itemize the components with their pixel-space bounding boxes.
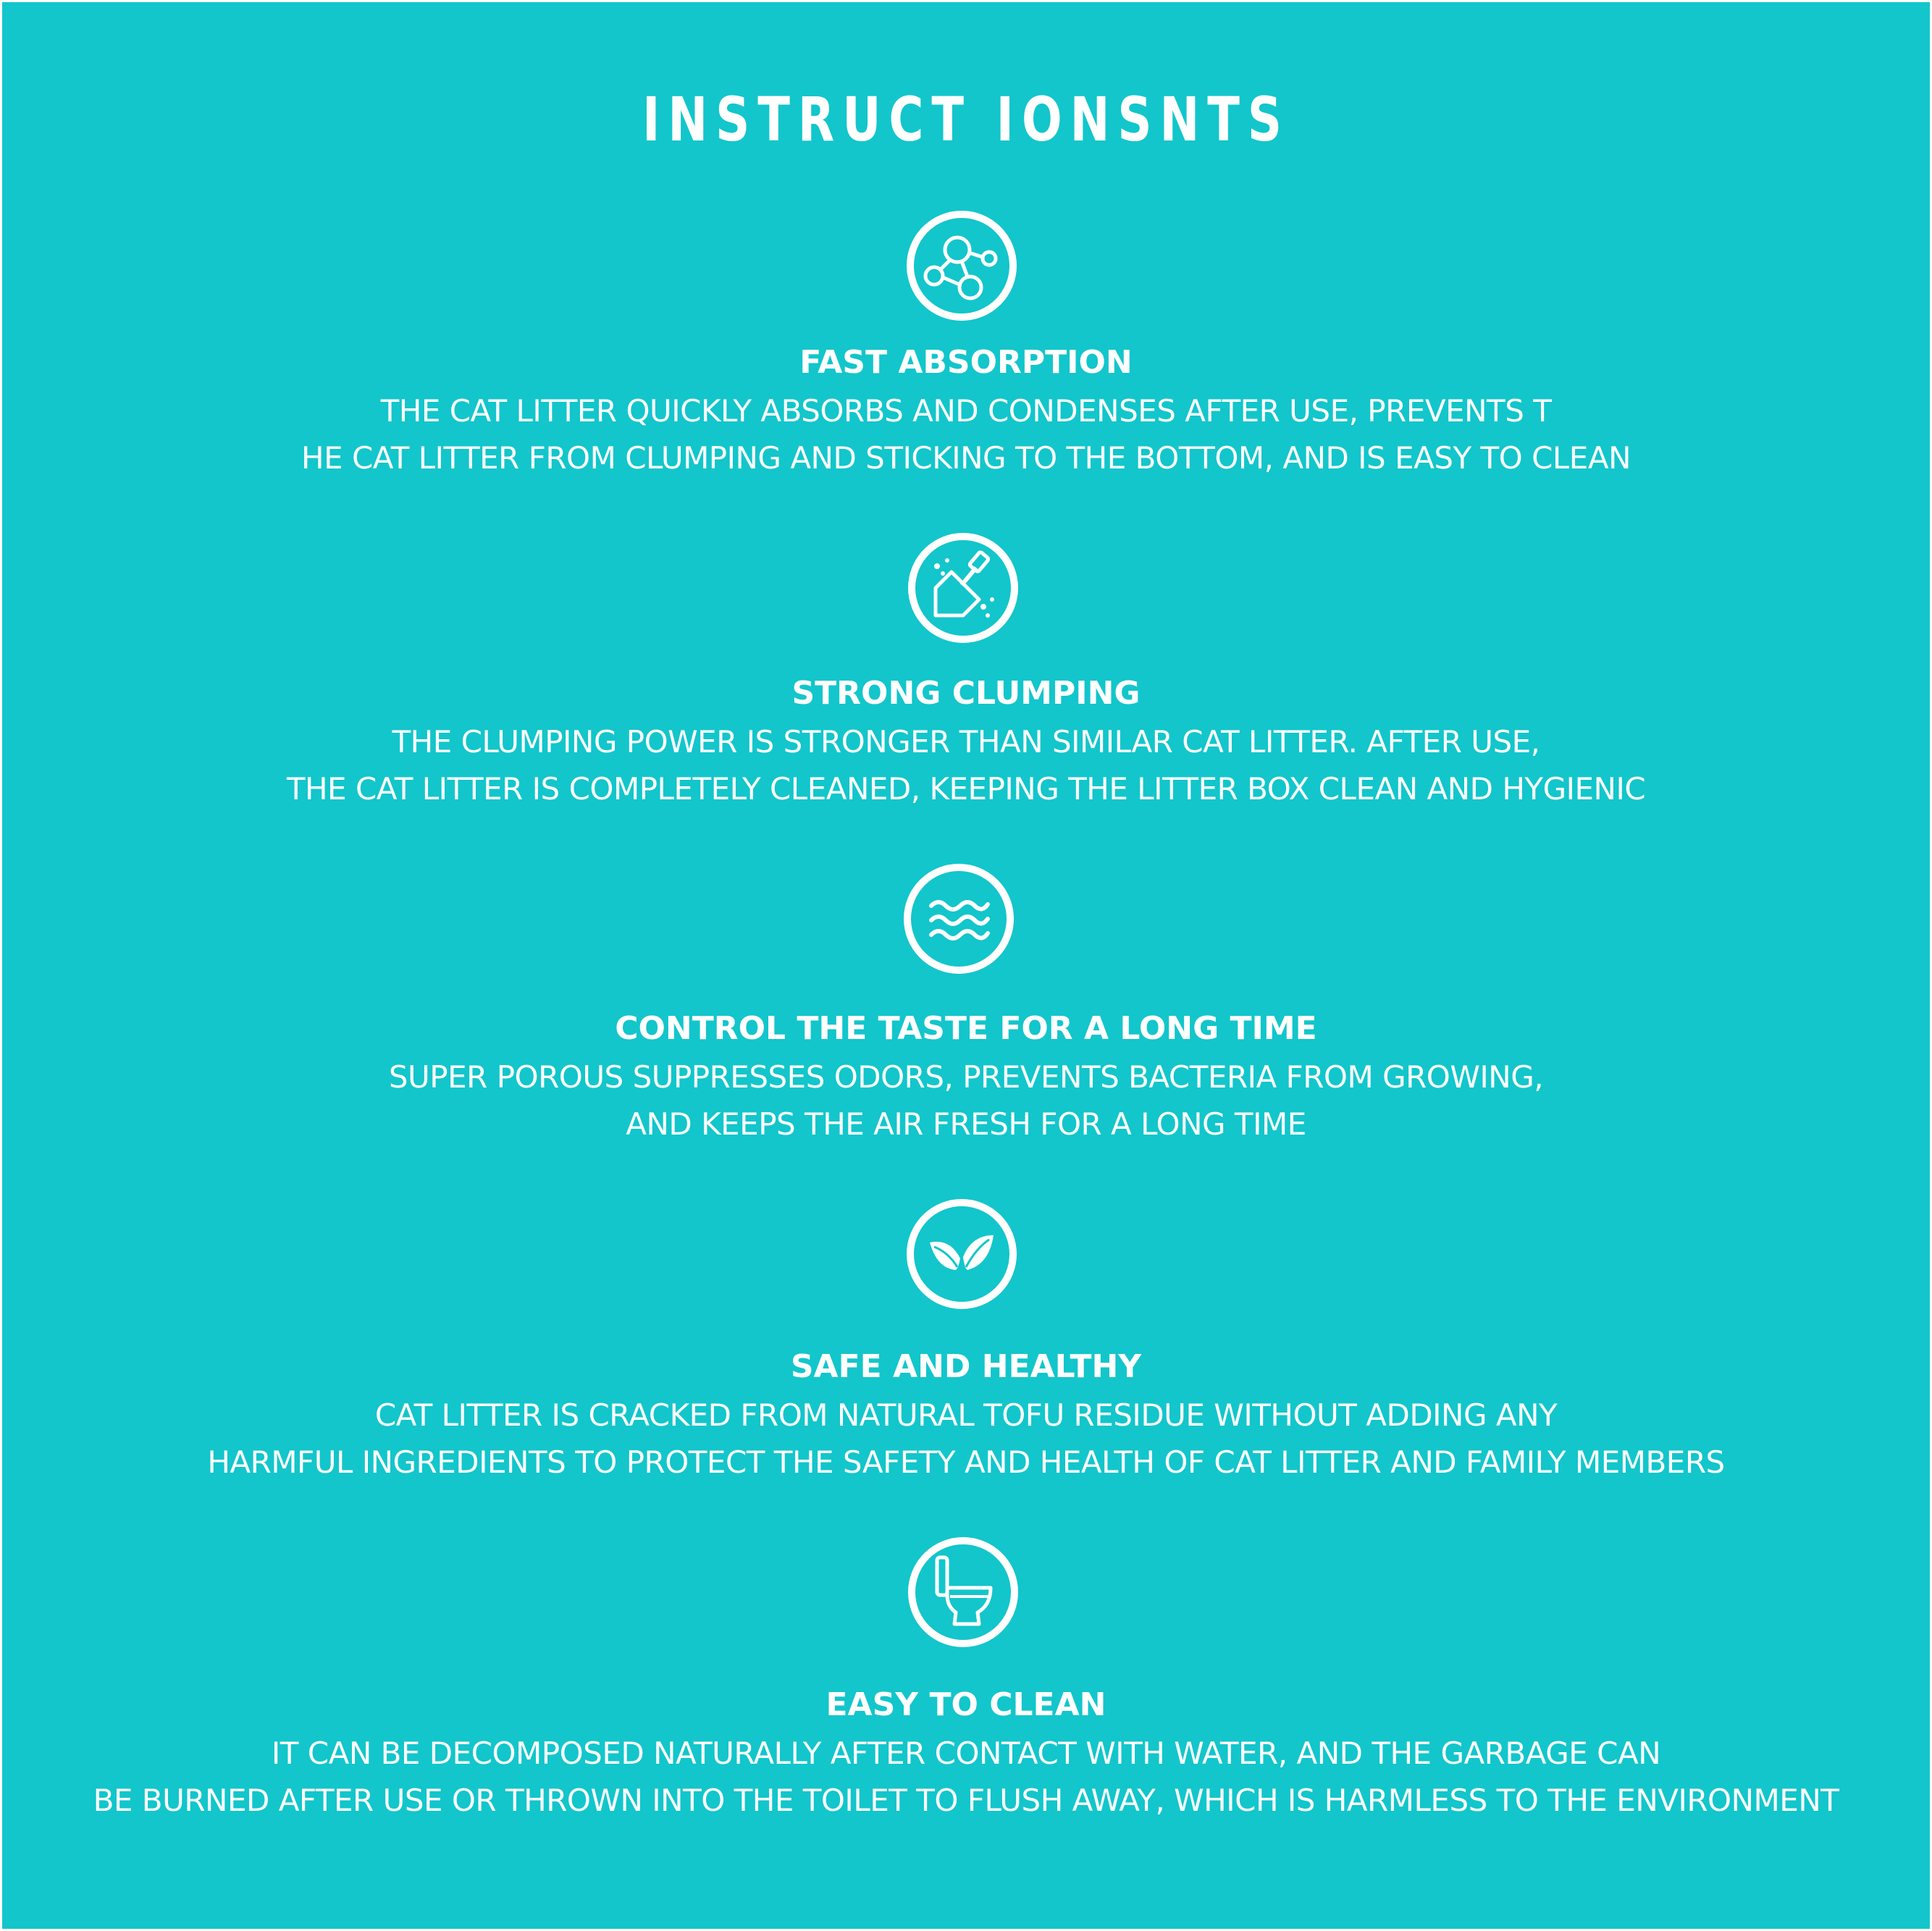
feature-description-line: HARMFUL INGREDIENTS TO PROTECT THE SAFETY AND HEALTH OF CAT LITTER AND FAMILY MEMBERS xyxy=(207,1444,1725,1480)
feature-description-line: AND KEEPS THE AIR FRESH FOR A LONG TIME xyxy=(626,1106,1306,1142)
feature-heading: SAFE AND HEALTHY xyxy=(790,1348,1142,1385)
feature-heading: FAST ABSORPTION xyxy=(799,344,1133,381)
feature-description-line: THE CLUMPING POWER IS STRONGER THAN SIMILAR CAT LITTER. AFTER USE, xyxy=(392,724,1540,760)
air-waves-icon xyxy=(902,862,1015,975)
feature-description-line: THE CAT LITTER QUICKLY ABSORBS AND CONDENSES AFTER USE, PREVENTS T xyxy=(380,393,1552,429)
feature-heading: STRONG CLUMPING xyxy=(791,675,1141,712)
leaf-icon xyxy=(905,1198,1018,1311)
feature-heading: CONTROL THE TASTE FOR A LONG TIME xyxy=(615,1010,1317,1047)
feature-description-line: CAT LITTER IS CRACKED FROM NATURAL TOFU RESIDUE WITHOUT ADDING ANY xyxy=(374,1397,1558,1433)
feature-description-line: IT CAN BE DECOMPOSED NATURALLY AFTER CONTACT WITH WATER, AND THE GARBAGE CAN xyxy=(271,1736,1661,1771)
feature-description-line: BE BURNED AFTER USE OR THROWN INTO THE TOILET TO FLUSH AWAY, WHICH IS HARMLESS TO THE ENVIRONMENT xyxy=(93,1783,1839,1818)
toilet-icon xyxy=(907,1536,1020,1649)
page-title: INSTRUCT IONSNTS xyxy=(642,84,1290,155)
molecule-icon xyxy=(905,209,1018,322)
feature-description-line: THE CAT LITTER IS COMPLETELY CLEANED, KEEPING THE LITTER BOX CLEAN AND HYGIENIC xyxy=(286,771,1646,807)
instructions-panel xyxy=(2,2,1930,1929)
scoop-icon xyxy=(907,531,1020,644)
feature-description-line: SUPER POROUS SUPPRESSES ODORS, PREVENTS BACTERIA FROM GROWING, xyxy=(388,1059,1544,1095)
feature-description-line: HE CAT LITTER FROM CLUMPING AND STICKING TO THE BOTTOM, AND IS EASY TO CLEAN xyxy=(301,440,1631,476)
feature-heading: EASY TO CLEAN xyxy=(826,1686,1106,1723)
